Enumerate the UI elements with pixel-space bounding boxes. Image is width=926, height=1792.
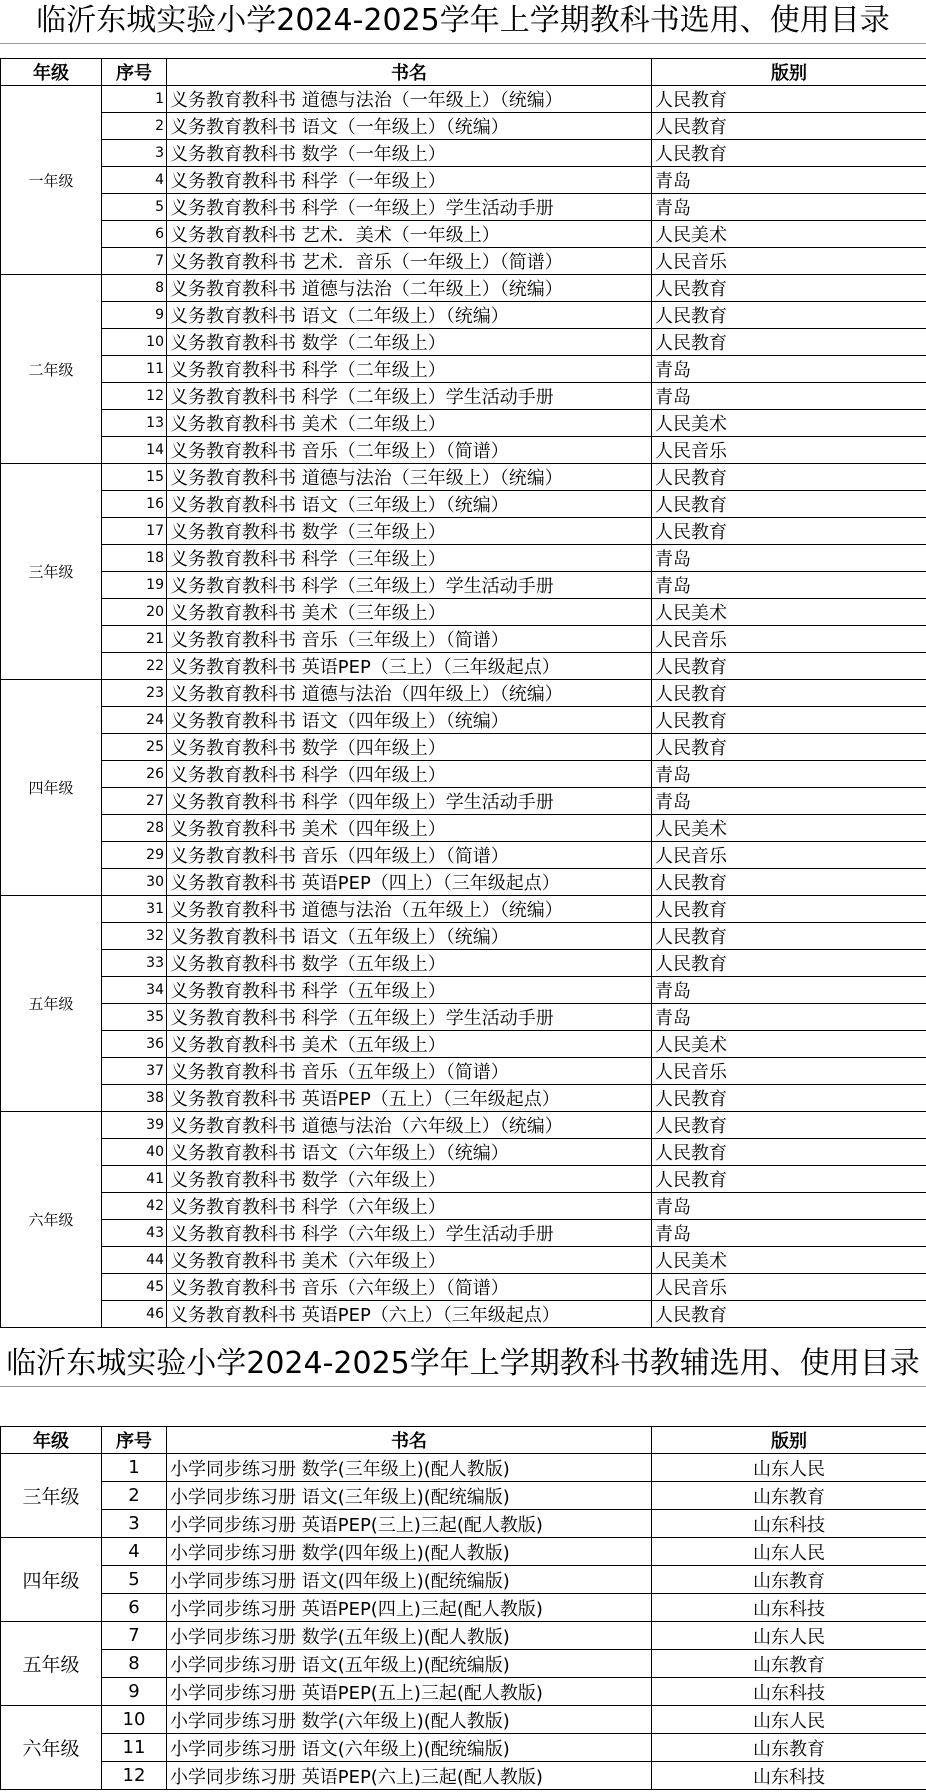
- publisher-cell: 人民教育: [652, 140, 926, 167]
- number-cell: 31: [102, 896, 167, 923]
- table-row: [1, 923, 926, 950]
- book-name-cell: 义务教育教科书 音乐（二年级上）（简谱）: [167, 437, 652, 464]
- number-cell: 41: [102, 1166, 167, 1193]
- book-name-cell: 小学同步练习册 数学(三年级上)(配人教版): [167, 1454, 652, 1482]
- table-row: [1, 680, 926, 707]
- table-row: [1, 383, 926, 410]
- divider: [0, 1386, 926, 1387]
- number-cell: 27: [102, 788, 167, 815]
- grade-cell: 六年级: [1, 1706, 102, 1790]
- number-cell: 45: [102, 1274, 167, 1301]
- table-row: [1, 1139, 926, 1166]
- number-cell: 7: [102, 1622, 167, 1650]
- number-column-header: 序号: [102, 1427, 167, 1454]
- number-cell: 1: [102, 86, 167, 113]
- publisher-cell: 山东教育: [652, 1734, 926, 1762]
- number-cell: 5: [102, 194, 167, 221]
- book-name-cell: 义务教育教科书 语文（二年级上）（统编）: [167, 302, 652, 329]
- table-row: [1, 626, 926, 653]
- grade-cell: 三年级: [1, 464, 102, 680]
- table-row: [1, 1004, 926, 1031]
- grade-cell: 一年级: [1, 86, 102, 275]
- table-row: [1, 356, 926, 383]
- number-cell: 15: [102, 464, 167, 491]
- table-row: [1, 977, 926, 1004]
- publisher-cell: 人民教育: [652, 950, 926, 977]
- book-name-cell: 义务教育教科书 艺术．美术（一年级上）: [167, 221, 652, 248]
- table-row: [1, 491, 926, 518]
- grade-cell: 四年级: [1, 680, 102, 896]
- number-cell: 3: [102, 140, 167, 167]
- book-name-cell: 小学同步练习册 英语PEP(三上)三起(配人教版): [167, 1510, 652, 1538]
- number-cell: 23: [102, 680, 167, 707]
- number-column-header: 序号: [102, 59, 167, 86]
- publisher-cell: 人民教育: [652, 1112, 926, 1139]
- book-name-cell: 小学同步练习册 英语PEP(五上)三起(配人教版): [167, 1678, 652, 1706]
- book-name-cell: 义务教育教科书 美术（三年级上）: [167, 599, 652, 626]
- table-row: [1, 1566, 926, 1594]
- publisher-cell: 青岛: [652, 1193, 926, 1220]
- number-cell: 34: [102, 977, 167, 1004]
- publisher-cell: 人民音乐: [652, 1058, 926, 1085]
- table-row: [1, 194, 926, 221]
- table-row: [1, 788, 926, 815]
- book-name-cell: 义务教育教科书 道德与法治（一年级上）（统编）: [167, 86, 652, 113]
- grade-cell: 三年级: [1, 1454, 102, 1538]
- number-cell: 44: [102, 1247, 167, 1274]
- publisher-cell: 人民教育: [652, 113, 926, 140]
- publisher-cell: 山东人民: [652, 1706, 926, 1734]
- book-name-cell: 义务教育教科书 科学（二年级上）学生活动手册: [167, 383, 652, 410]
- book-name-cell: 义务教育教科书 数学（六年级上）: [167, 1166, 652, 1193]
- publisher-cell: 人民教育: [652, 275, 926, 302]
- divider: [0, 43, 926, 44]
- workbook-table: [0, 1426, 926, 1790]
- table-row: [1, 1482, 926, 1510]
- book-name-cell: 小学同步练习册 语文(四年级上)(配统编版): [167, 1566, 652, 1594]
- number-cell: 26: [102, 761, 167, 788]
- book-name-cell: 义务教育教科书 语文（六年级上）（统编）: [167, 1139, 652, 1166]
- table-row: [1, 437, 926, 464]
- publisher-cell: 人民教育: [652, 869, 926, 896]
- publisher-cell: 人民美术: [652, 410, 926, 437]
- table-row: [1, 1538, 926, 1566]
- number-cell: 17: [102, 518, 167, 545]
- publisher-cell: 人民教育: [652, 1139, 926, 1166]
- grade-column-header: 年级: [1, 1427, 102, 1454]
- publisher-cell: 青岛: [652, 977, 926, 1004]
- textbook-table: [0, 58, 926, 1328]
- book-name-cell: 义务教育教科书 音乐（三年级上）（简谱）: [167, 626, 652, 653]
- number-cell: 12: [102, 383, 167, 410]
- table-row: [1, 545, 926, 572]
- table-row: [1, 734, 926, 761]
- book-name-cell: 义务教育教科书 科学（一年级上）: [167, 167, 652, 194]
- publisher-cell: 人民教育: [652, 653, 926, 680]
- number-cell: 32: [102, 923, 167, 950]
- publisher-cell: 人民音乐: [652, 1274, 926, 1301]
- book-name-cell: 义务教育教科书 语文（三年级上）（统编）: [167, 491, 652, 518]
- table-row: [1, 653, 926, 680]
- book-name-cell: 义务教育教科书 道德与法治（二年级上）（统编）: [167, 275, 652, 302]
- table-row: [1, 1762, 926, 1790]
- book-name-cell: 小学同步练习册 语文(五年级上)(配统编版): [167, 1650, 652, 1678]
- number-cell: 1: [102, 1454, 167, 1482]
- publisher-cell: 人民音乐: [652, 842, 926, 869]
- table-row: [1, 599, 926, 626]
- publisher-cell: 人民教育: [652, 923, 926, 950]
- table-row: [1, 1622, 926, 1650]
- table-row: [1, 1220, 926, 1247]
- book-name-cell: 小学同步练习册 数学(五年级上)(配人教版): [167, 1622, 652, 1650]
- table-row: [1, 761, 926, 788]
- number-cell: 14: [102, 437, 167, 464]
- publisher-cell: 山东人民: [652, 1622, 926, 1650]
- number-cell: 36: [102, 1031, 167, 1058]
- publisher-cell: 人民教育: [652, 302, 926, 329]
- book-name-cell: 义务教育教科书 科学（四年级上）学生活动手册: [167, 788, 652, 815]
- number-cell: 38: [102, 1085, 167, 1112]
- book-name-cell: 义务教育教科书 科学（三年级上）学生活动手册: [167, 572, 652, 599]
- publisher-cell: 青岛: [652, 1220, 926, 1247]
- book-name-cell: 义务教育教科书 道德与法治（五年级上）（统编）: [167, 896, 652, 923]
- number-cell: 29: [102, 842, 167, 869]
- number-cell: 25: [102, 734, 167, 761]
- publisher-cell: 人民音乐: [652, 437, 926, 464]
- number-cell: 40: [102, 1139, 167, 1166]
- table-row: [1, 896, 926, 923]
- table-row: [1, 1678, 926, 1706]
- book-name-cell: 义务教育教科书 道德与法治（三年级上）（统编）: [167, 464, 652, 491]
- number-cell: 37: [102, 1058, 167, 1085]
- grade-cell: 二年级: [1, 275, 102, 464]
- number-cell: 4: [102, 1538, 167, 1566]
- publisher-cell: 人民教育: [652, 896, 926, 923]
- publisher-cell: 青岛: [652, 356, 926, 383]
- table-row: [1, 140, 926, 167]
- book-name-cell: 义务教育教科书 音乐（四年级上）（简谱）: [167, 842, 652, 869]
- table-row: [1, 1112, 926, 1139]
- book-name-cell: 义务教育教科书 美术（五年级上）: [167, 1031, 652, 1058]
- publisher-cell: 人民教育: [652, 707, 926, 734]
- publisher-cell: 山东教育: [652, 1482, 926, 1510]
- number-cell: 9: [102, 1678, 167, 1706]
- book-name-cell: 义务教育教科书 音乐（六年级上）（简谱）: [167, 1274, 652, 1301]
- table-row: [1, 329, 926, 356]
- book-name-column-header: 书名: [167, 1427, 652, 1454]
- publisher-cell: 人民美术: [652, 1247, 926, 1274]
- book-name-cell: 小学同步练习册 语文(六年级上)(配统编版): [167, 1734, 652, 1762]
- grade-cell: 五年级: [1, 896, 102, 1112]
- number-cell: 22: [102, 653, 167, 680]
- table-row: [1, 1247, 926, 1274]
- table-row: [1, 1166, 926, 1193]
- number-cell: 20: [102, 599, 167, 626]
- number-cell: 3: [102, 1510, 167, 1538]
- book-name-cell: 义务教育教科书 科学（六年级上）学生活动手册: [167, 1220, 652, 1247]
- publisher-column-header: 版别: [652, 1427, 926, 1454]
- table-row: [1, 518, 926, 545]
- book-name-cell: 义务教育教科书 科学（四年级上）: [167, 761, 652, 788]
- number-cell: 30: [102, 869, 167, 896]
- publisher-cell: 人民教育: [652, 1085, 926, 1112]
- book-name-cell: 义务教育教科书 数学（一年级上）: [167, 140, 652, 167]
- workbook-table-body: [1, 1454, 926, 1790]
- number-cell: 6: [102, 221, 167, 248]
- publisher-cell: 青岛: [652, 167, 926, 194]
- publisher-cell: 人民教育: [652, 1301, 926, 1328]
- table-header-row: [1, 1427, 926, 1454]
- table-row: [1, 1085, 926, 1112]
- book-name-cell: 小学同步练习册 数学(四年级上)(配人教版): [167, 1538, 652, 1566]
- table-row: [1, 950, 926, 977]
- book-name-cell: 义务教育教科书 科学（五年级上）: [167, 977, 652, 1004]
- publisher-cell: 山东人民: [652, 1538, 926, 1566]
- number-cell: 2: [102, 113, 167, 140]
- number-cell: 21: [102, 626, 167, 653]
- table-row: [1, 275, 926, 302]
- number-cell: 28: [102, 815, 167, 842]
- book-name-cell: 小学同步练习册 英语PEP(六上)三起(配人教版): [167, 1762, 652, 1790]
- number-cell: 11: [102, 356, 167, 383]
- number-cell: 8: [102, 1650, 167, 1678]
- table-row: [1, 572, 926, 599]
- table-row: [1, 1301, 926, 1328]
- book-name-cell: 义务教育教科书 美术（四年级上）: [167, 815, 652, 842]
- number-cell: 24: [102, 707, 167, 734]
- book-name-cell: 小学同步练习册 语文(三年级上)(配统编版): [167, 1482, 652, 1510]
- table-row: [1, 248, 926, 275]
- publisher-cell: 人民美术: [652, 599, 926, 626]
- table-row: [1, 221, 926, 248]
- number-cell: 2: [102, 1482, 167, 1510]
- book-name-cell: 义务教育教科书 科学（一年级上）学生活动手册: [167, 194, 652, 221]
- book-name-cell: 义务教育教科书 音乐（五年级上）（简谱）: [167, 1058, 652, 1085]
- number-cell: 8: [102, 275, 167, 302]
- number-cell: 42: [102, 1193, 167, 1220]
- number-cell: 7: [102, 248, 167, 275]
- number-cell: 11: [102, 1734, 167, 1762]
- book-name-cell: 义务教育教科书 道德与法治（六年级上）（统编）: [167, 1112, 652, 1139]
- publisher-cell: 山东科技: [652, 1762, 926, 1790]
- table-row: [1, 113, 926, 140]
- number-cell: 13: [102, 410, 167, 437]
- number-cell: 10: [102, 1706, 167, 1734]
- workbook-list-title: 临沂东城实验小学2024-2025学年上学期教科书教辅选用、使用目录: [6, 1346, 920, 1381]
- book-name-cell: 义务教育教科书 科学（五年级上）学生活动手册: [167, 1004, 652, 1031]
- table-row: [1, 869, 926, 896]
- book-name-cell: 义务教育教科书 数学（二年级上）: [167, 329, 652, 356]
- number-cell: 12: [102, 1762, 167, 1790]
- grade-column-header: 年级: [1, 59, 102, 86]
- book-name-cell: 义务教育教科书 美术（二年级上）: [167, 410, 652, 437]
- number-cell: 43: [102, 1220, 167, 1247]
- publisher-cell: 人民教育: [652, 680, 926, 707]
- publisher-cell: 山东科技: [652, 1594, 926, 1622]
- table-row: [1, 1031, 926, 1058]
- table-row: [1, 1193, 926, 1220]
- table-row: [1, 815, 926, 842]
- book-name-cell: 小学同步练习册 英语PEP(四上)三起(配人教版): [167, 1594, 652, 1622]
- book-name-cell: 小学同步练习册 数学(六年级上)(配人教版): [167, 1706, 652, 1734]
- publisher-cell: 人民音乐: [652, 248, 926, 275]
- number-cell: 35: [102, 1004, 167, 1031]
- book-name-cell: 义务教育教科书 英语PEP（三上）（三年级起点）: [167, 653, 652, 680]
- number-cell: 10: [102, 329, 167, 356]
- book-name-column-header: 书名: [167, 59, 652, 86]
- publisher-cell: 青岛: [652, 545, 926, 572]
- book-name-cell: 义务教育教科书 语文（五年级上）（统编）: [167, 923, 652, 950]
- book-name-cell: 义务教育教科书 数学（五年级上）: [167, 950, 652, 977]
- publisher-cell: 人民美术: [652, 221, 926, 248]
- grade-cell: 六年级: [1, 1112, 102, 1328]
- table-row: [1, 410, 926, 437]
- publisher-cell: 青岛: [652, 194, 926, 221]
- table-row: [1, 1058, 926, 1085]
- book-name-cell: 义务教育教科书 数学（四年级上）: [167, 734, 652, 761]
- book-name-cell: 义务教育教科书 英语PEP（六上）（三年级起点）: [167, 1301, 652, 1328]
- table-row: [1, 1274, 926, 1301]
- table-row: [1, 1650, 926, 1678]
- publisher-column-header: 版别: [652, 59, 926, 86]
- book-name-cell: 义务教育教科书 科学（六年级上）: [167, 1193, 652, 1220]
- table-row: [1, 464, 926, 491]
- publisher-cell: 青岛: [652, 572, 926, 599]
- book-name-cell: 义务教育教科书 科学（二年级上）: [167, 356, 652, 383]
- publisher-cell: 青岛: [652, 761, 926, 788]
- publisher-cell: 山东教育: [652, 1566, 926, 1594]
- table-row: [1, 302, 926, 329]
- table-row: [1, 1454, 926, 1482]
- book-name-cell: 义务教育教科书 英语PEP（四上）（三年级起点）: [167, 869, 652, 896]
- table-header-row: [1, 59, 926, 86]
- table-row: [1, 707, 926, 734]
- table-row: [1, 167, 926, 194]
- number-cell: 39: [102, 1112, 167, 1139]
- publisher-cell: 青岛: [652, 383, 926, 410]
- book-name-cell: 义务教育教科书 语文（一年级上）（统编）: [167, 113, 652, 140]
- table-row: [1, 86, 926, 113]
- number-cell: 4: [102, 167, 167, 194]
- book-name-cell: 义务教育教科书 语文（四年级上）（统编）: [167, 707, 652, 734]
- publisher-cell: 人民教育: [652, 734, 926, 761]
- publisher-cell: 山东科技: [652, 1678, 926, 1706]
- table-row: [1, 842, 926, 869]
- publisher-cell: 山东科技: [652, 1510, 926, 1538]
- grade-cell: 五年级: [1, 1622, 102, 1706]
- book-name-cell: 义务教育教科书 数学（三年级上）: [167, 518, 652, 545]
- book-name-cell: 义务教育教科书 美术（六年级上）: [167, 1247, 652, 1274]
- publisher-cell: 人民教育: [652, 86, 926, 113]
- publisher-cell: 青岛: [652, 1004, 926, 1031]
- table-row: [1, 1734, 926, 1762]
- number-cell: 19: [102, 572, 167, 599]
- publisher-cell: 山东教育: [652, 1650, 926, 1678]
- publisher-cell: 人民美术: [652, 815, 926, 842]
- number-cell: 33: [102, 950, 167, 977]
- publisher-cell: 山东人民: [652, 1454, 926, 1482]
- book-name-cell: 义务教育教科书 道德与法治（四年级上）（统编）: [167, 680, 652, 707]
- grade-cell: 四年级: [1, 1538, 102, 1622]
- publisher-cell: 人民教育: [652, 518, 926, 545]
- number-cell: 16: [102, 491, 167, 518]
- publisher-cell: 人民音乐: [652, 626, 926, 653]
- book-name-cell: 义务教育教科书 科学（三年级上）: [167, 545, 652, 572]
- number-cell: 6: [102, 1594, 167, 1622]
- textbook-table-body: [1, 86, 926, 1328]
- table-row: [1, 1594, 926, 1622]
- textbook-list-title: 临沂东城实验小学2024-2025学年上学期教科书选用、使用目录: [36, 3, 890, 38]
- number-cell: 46: [102, 1301, 167, 1328]
- table-row: [1, 1510, 926, 1538]
- publisher-cell: 人民教育: [652, 1166, 926, 1193]
- publisher-cell: 人民教育: [652, 329, 926, 356]
- publisher-cell: 青岛: [652, 788, 926, 815]
- book-name-cell: 义务教育教科书 英语PEP（五上）（三年级起点）: [167, 1085, 652, 1112]
- number-cell: 5: [102, 1566, 167, 1594]
- number-cell: 9: [102, 302, 167, 329]
- table-row: [1, 1706, 926, 1734]
- publisher-cell: 人民美术: [652, 1031, 926, 1058]
- book-name-cell: 义务教育教科书 艺术．音乐（一年级上）（简谱）: [167, 248, 652, 275]
- number-cell: 18: [102, 545, 167, 572]
- publisher-cell: 人民教育: [652, 464, 926, 491]
- publisher-cell: 人民教育: [652, 491, 926, 518]
